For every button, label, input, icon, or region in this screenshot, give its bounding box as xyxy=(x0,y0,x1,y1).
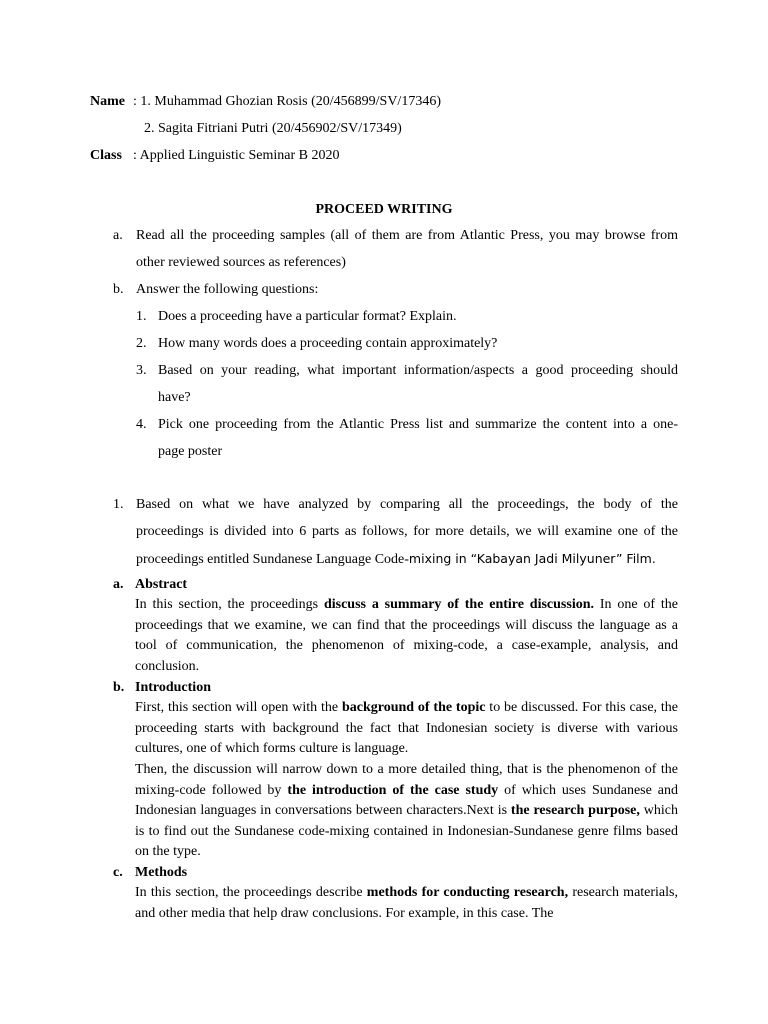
name-line-1: : 1. Muhammad Ghozian Rosis (20/456899/SV/17346) xyxy=(133,94,441,109)
question-number: 2. xyxy=(136,336,147,351)
page-title: PROCEED WRITING xyxy=(315,202,453,217)
class-label: Class xyxy=(90,148,122,163)
task-a-line-2: other reviewed sources as references) xyxy=(136,255,346,270)
section-heading-abstract: Abstract xyxy=(135,577,188,592)
answer-number: 1. xyxy=(113,497,124,512)
question-number: 1. xyxy=(136,309,147,324)
task-a-line-1: Read all the proceeding samples (all of them are from Atlantic Press, you may browse from xyxy=(136,228,678,243)
question-text: Based on your reading, what important information/aspects a good proceeding should xyxy=(158,363,678,378)
section-heading-methods: Methods xyxy=(135,865,188,880)
question-text: Pick one proceeding from the Atlantic Press list and summarize the content into a one- xyxy=(158,417,678,432)
methods-paragraph: In this section, the proceedings describe methods for conducting research, research materials, and other media that help draw conclusions. For example, in this case. The xyxy=(135,885,678,921)
section-marker: c. xyxy=(113,865,123,880)
name-line-2: 2. Sagita Fitriani Putri (20/456902/SV/17349) xyxy=(144,121,402,136)
section-marker: a. xyxy=(113,577,124,592)
question-text-continued: page poster xyxy=(158,444,223,459)
introduction-paragraph-1: First, this section will open with the background of the topic to be discussed. For this case, the proceeding starts with background the fact that Indonesian society is diverse with various cultures, one of which forms culture is language. xyxy=(135,700,679,757)
question-text: Does a proceeding have a particular format? Explain. xyxy=(158,309,457,324)
task-a-marker: a. xyxy=(113,228,123,243)
question-number: 3. xyxy=(136,363,147,378)
section-heading-introduction: Introduction xyxy=(135,680,211,695)
task-b-marker: b. xyxy=(113,282,124,297)
name-label: Name xyxy=(90,94,125,109)
question-number: 4. xyxy=(136,417,147,432)
answer-line-1: Based on what we have analyzed by comparing all the proceedings, the body of the xyxy=(136,497,678,512)
class-value: : Applied Linguistic Seminar B 2020 xyxy=(133,148,340,163)
section-marker: b. xyxy=(113,680,125,695)
abstract-paragraph: In this section, the proceedings discuss a summary of the entire discussion. In one of the proceedings that we examine, we can find that the proceedings will discuss the language as a tool of communication, the phenomenon of mixing-code, a case-example, analysis, and conclusion. xyxy=(135,597,678,674)
answer-line-2: proceedings is divided into 6 parts as follows, for more details, we will examine one of the xyxy=(136,524,678,539)
task-b-text: Answer the following questions: xyxy=(136,282,319,297)
film-title: mixing in “Kabayan Jadi Milyuner” Film. xyxy=(408,551,656,566)
answer-line-3: proceedings entitled Sundanese Language Code-mixing in “Kabayan Jadi Milyuner” Film. xyxy=(136,551,656,567)
introduction-paragraph-2: Then, the discussion will narrow down to a more detailed thing, that is the phenomenon of the mixing-code followed by the introduction of the case study of which uses Sundanese and Indonesian languages in conversations between characters.Next is the research purpose, which is to find out the Sundanese code-mixing contained in Indonesian-Sundanese genre films based on the type. xyxy=(135,762,679,860)
question-text-continued: have? xyxy=(158,390,191,405)
question-text: How many words does a proceeding contain approximately? xyxy=(158,336,498,351)
